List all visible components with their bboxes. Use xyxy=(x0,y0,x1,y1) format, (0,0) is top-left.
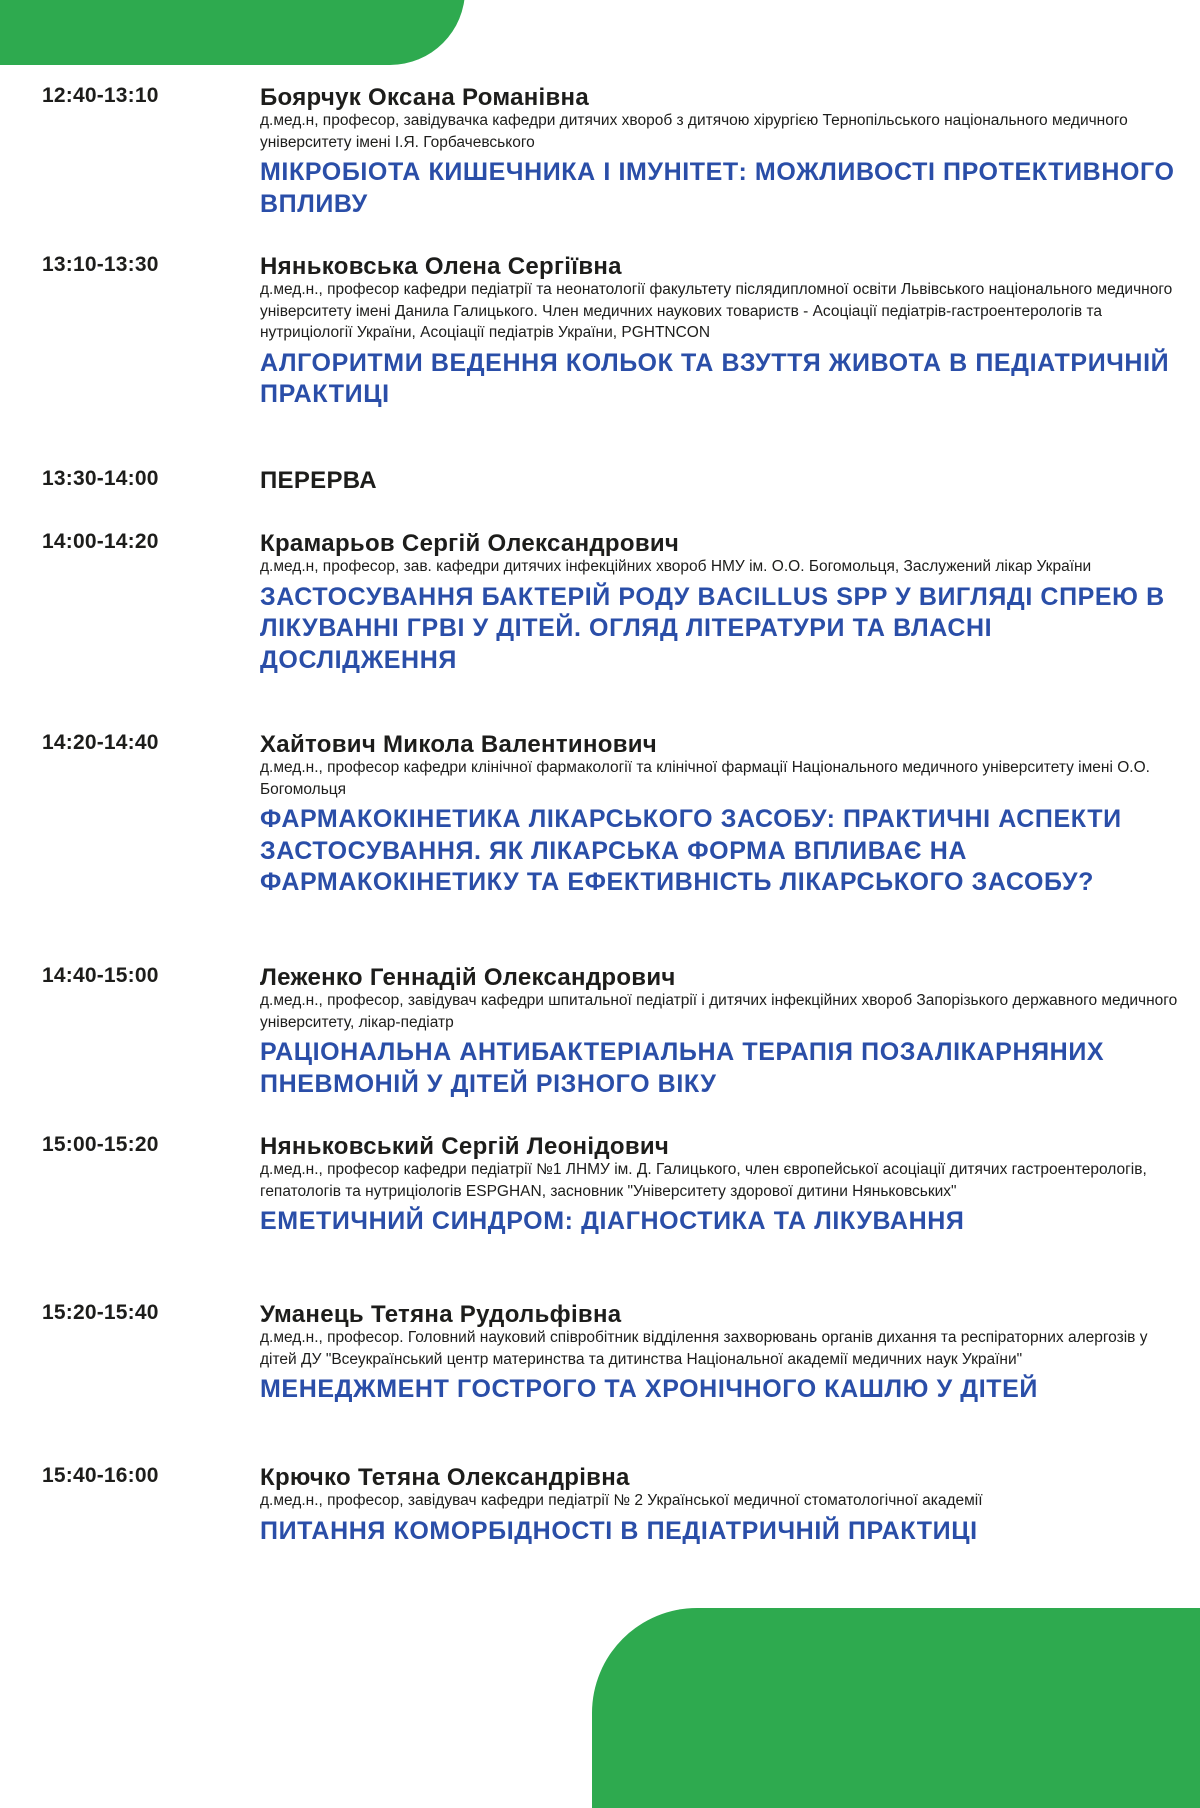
speaker-credentials: д.мед.н., професор. Головний науковий співробітник відділення захворювань органів дихання та респіраторних алергозів у дітей ДУ "Всеукраїнський центр материнства та дитинства Національної академії медичних наук України" xyxy=(260,1329,1148,1368)
session-content xyxy=(260,84,1185,220)
talk-topic: АЛГОРИТМИ ВЕДЕННЯ КОЛЬОК ТА ВЗУТТЯ ЖИВОТА В ПЕДІАТРИЧНІЙ ПРАКТИЦІ xyxy=(260,348,1170,408)
corner-decoration-top xyxy=(0,0,465,65)
talk-topic: ПИТАННЯ КОМОРБІДНОСТІ В ПЕДІАТРИЧНІЙ ПРАКТИЦІ xyxy=(260,1516,978,1545)
speaker-credentials: д.мед.н, професор, завідувачка кафедри дитячих хвороб з дитячою хірургією Тернопільського національного медичного університету імені І.Я. Горбачевського xyxy=(260,112,1128,151)
session-content xyxy=(260,467,1185,495)
speaker-name: Хайтович Микола Валентинович xyxy=(260,731,658,758)
speaker-credentials: д.мед.н, професор, зав. кафедри дитячих інфекційних хвороб НМУ ім. О.О. Богомольця, Заслужений лікар України xyxy=(260,558,1092,575)
speaker-name: Няньковський Сергій Леонідович xyxy=(260,1133,670,1160)
session-content xyxy=(260,530,1185,676)
session-content xyxy=(260,1464,1185,1547)
talk-topic: РАЦІОНАЛЬНА АНТИБАКТЕРІАЛЬНА ТЕРАПІЯ ПОЗАЛІКАРНЯНИХ ПНЕВМОНІЙ У ДІТЕЙ РІЗНОГО ВІКУ xyxy=(260,1038,1105,1098)
session-content xyxy=(260,964,1185,1100)
session-time: 15:00-15:20 xyxy=(42,1133,159,1156)
talk-topic: ЗАСТОСУВАННЯ БАКТЕРІЙ РОДУ BACILLUS SPP У ВИГЛЯДІ СПРЕЮ В ЛІКУВАННІ ГРВІ У ДІТЕЙ. ОГЛЯД ЛІТЕРАТУРИ ТА ВЛАСНІ ДОСЛІДЖЕННЯ xyxy=(260,582,1165,674)
speaker-credentials: д.мед.н., професор кафедри педіатрії №1 ЛНМУ ім. Д. Галицького, член європейської асоціації дитячих гастроентерологів, гепатологів та нутриціологів ESPGHAN, засновник "Університету здорової дитини Няньковських" xyxy=(260,1161,1147,1200)
speaker-credentials: д.мед.н., професор кафедри педіатрії та неонатології факультету післядипломної освіти Львівського національного медичного університету імені Данила Галицького. Член медичних наукових товариств - Асоціації педіатрів-гастроентерологів та нутриціології України, Асоціації педіатрів України, PGHTNCON xyxy=(260,281,1173,341)
speaker-name: Уманець Тетяна Рудольфівна xyxy=(260,1301,622,1328)
speaker-name: Леженко Геннадій Олександрович xyxy=(260,964,676,991)
talk-topic: МІКРОБІОТА КИШЕЧНИКА І ІМУНІТЕТ: МОЖЛИВОСТІ ПРОТЕКТИВНОГО ВПЛИВУ xyxy=(260,158,1175,218)
speaker-credentials: д.мед.н., професор, завідувач кафедри педіатрії № 2 Української медичної стоматологічної академії xyxy=(260,1492,983,1509)
talk-topic: ФАРМАКОКІНЕТИКА ЛІКАРСЬКОГО ЗАСОБУ: ПРАКТИЧНІ АСПЕКТИ ЗАСТОСУВАННЯ. ЯК ЛІКАРСЬКА ФОРМА ВПЛИВАЄ НА ФАРМАКОКІНЕТИКУ ТА ЕФЕКТИВНІСТЬ ЛІКАРСЬКОГО ЗАСОБУ? xyxy=(260,805,1122,896)
speaker-name: Няньковська Олена Сергіївна xyxy=(260,253,622,280)
corner-decoration-bottom xyxy=(592,1608,1200,1808)
speaker-credentials: д.мед.н., професор кафедри клінічної фармакології та клінічної фармації Національного медичного університету імені О.О. Богомольця xyxy=(260,759,1150,798)
session-time: 12:40-13:10 xyxy=(42,84,159,107)
session-content xyxy=(260,731,1185,899)
speaker-name: Боярчук Оксана Романівна xyxy=(260,84,589,111)
session-time: 14:20-14:40 xyxy=(42,731,159,754)
session-content xyxy=(260,1301,1185,1406)
session-time: 13:30-14:00 xyxy=(42,467,159,490)
session-time: 14:00-14:20 xyxy=(42,530,159,553)
speaker-name: Крючко Тетяна Олександрівна xyxy=(260,1464,630,1491)
speaker-credentials: д.мед.н., професор, завідувач кафедри шпитальної педіатрії і дитячих інфекційних хвороб Запорізького державного медичного університету, лікар-педіатр xyxy=(260,992,1178,1031)
session-time: 13:10-13:30 xyxy=(42,253,159,276)
session-time: 15:20-15:40 xyxy=(42,1301,159,1324)
break-label: ПЕРЕРВА xyxy=(260,467,377,494)
speaker-name: Крамарьов Сергій Олександрович xyxy=(260,530,680,557)
talk-topic: МЕНЕДЖМЕНТ ГОСТРОГО ТА ХРОНІЧНОГО КАШЛЮ У ДІТЕЙ xyxy=(260,1375,1038,1403)
session-time: 14:40-15:00 xyxy=(42,964,159,987)
session-content xyxy=(260,1133,1185,1238)
talk-topic: ЕМЕТИЧНИЙ СИНДРОМ: ДІАГНОСТИКА ТА ЛІКУВАННЯ xyxy=(260,1207,965,1235)
session-content xyxy=(260,253,1185,411)
session-time: 15:40-16:00 xyxy=(42,1464,159,1487)
